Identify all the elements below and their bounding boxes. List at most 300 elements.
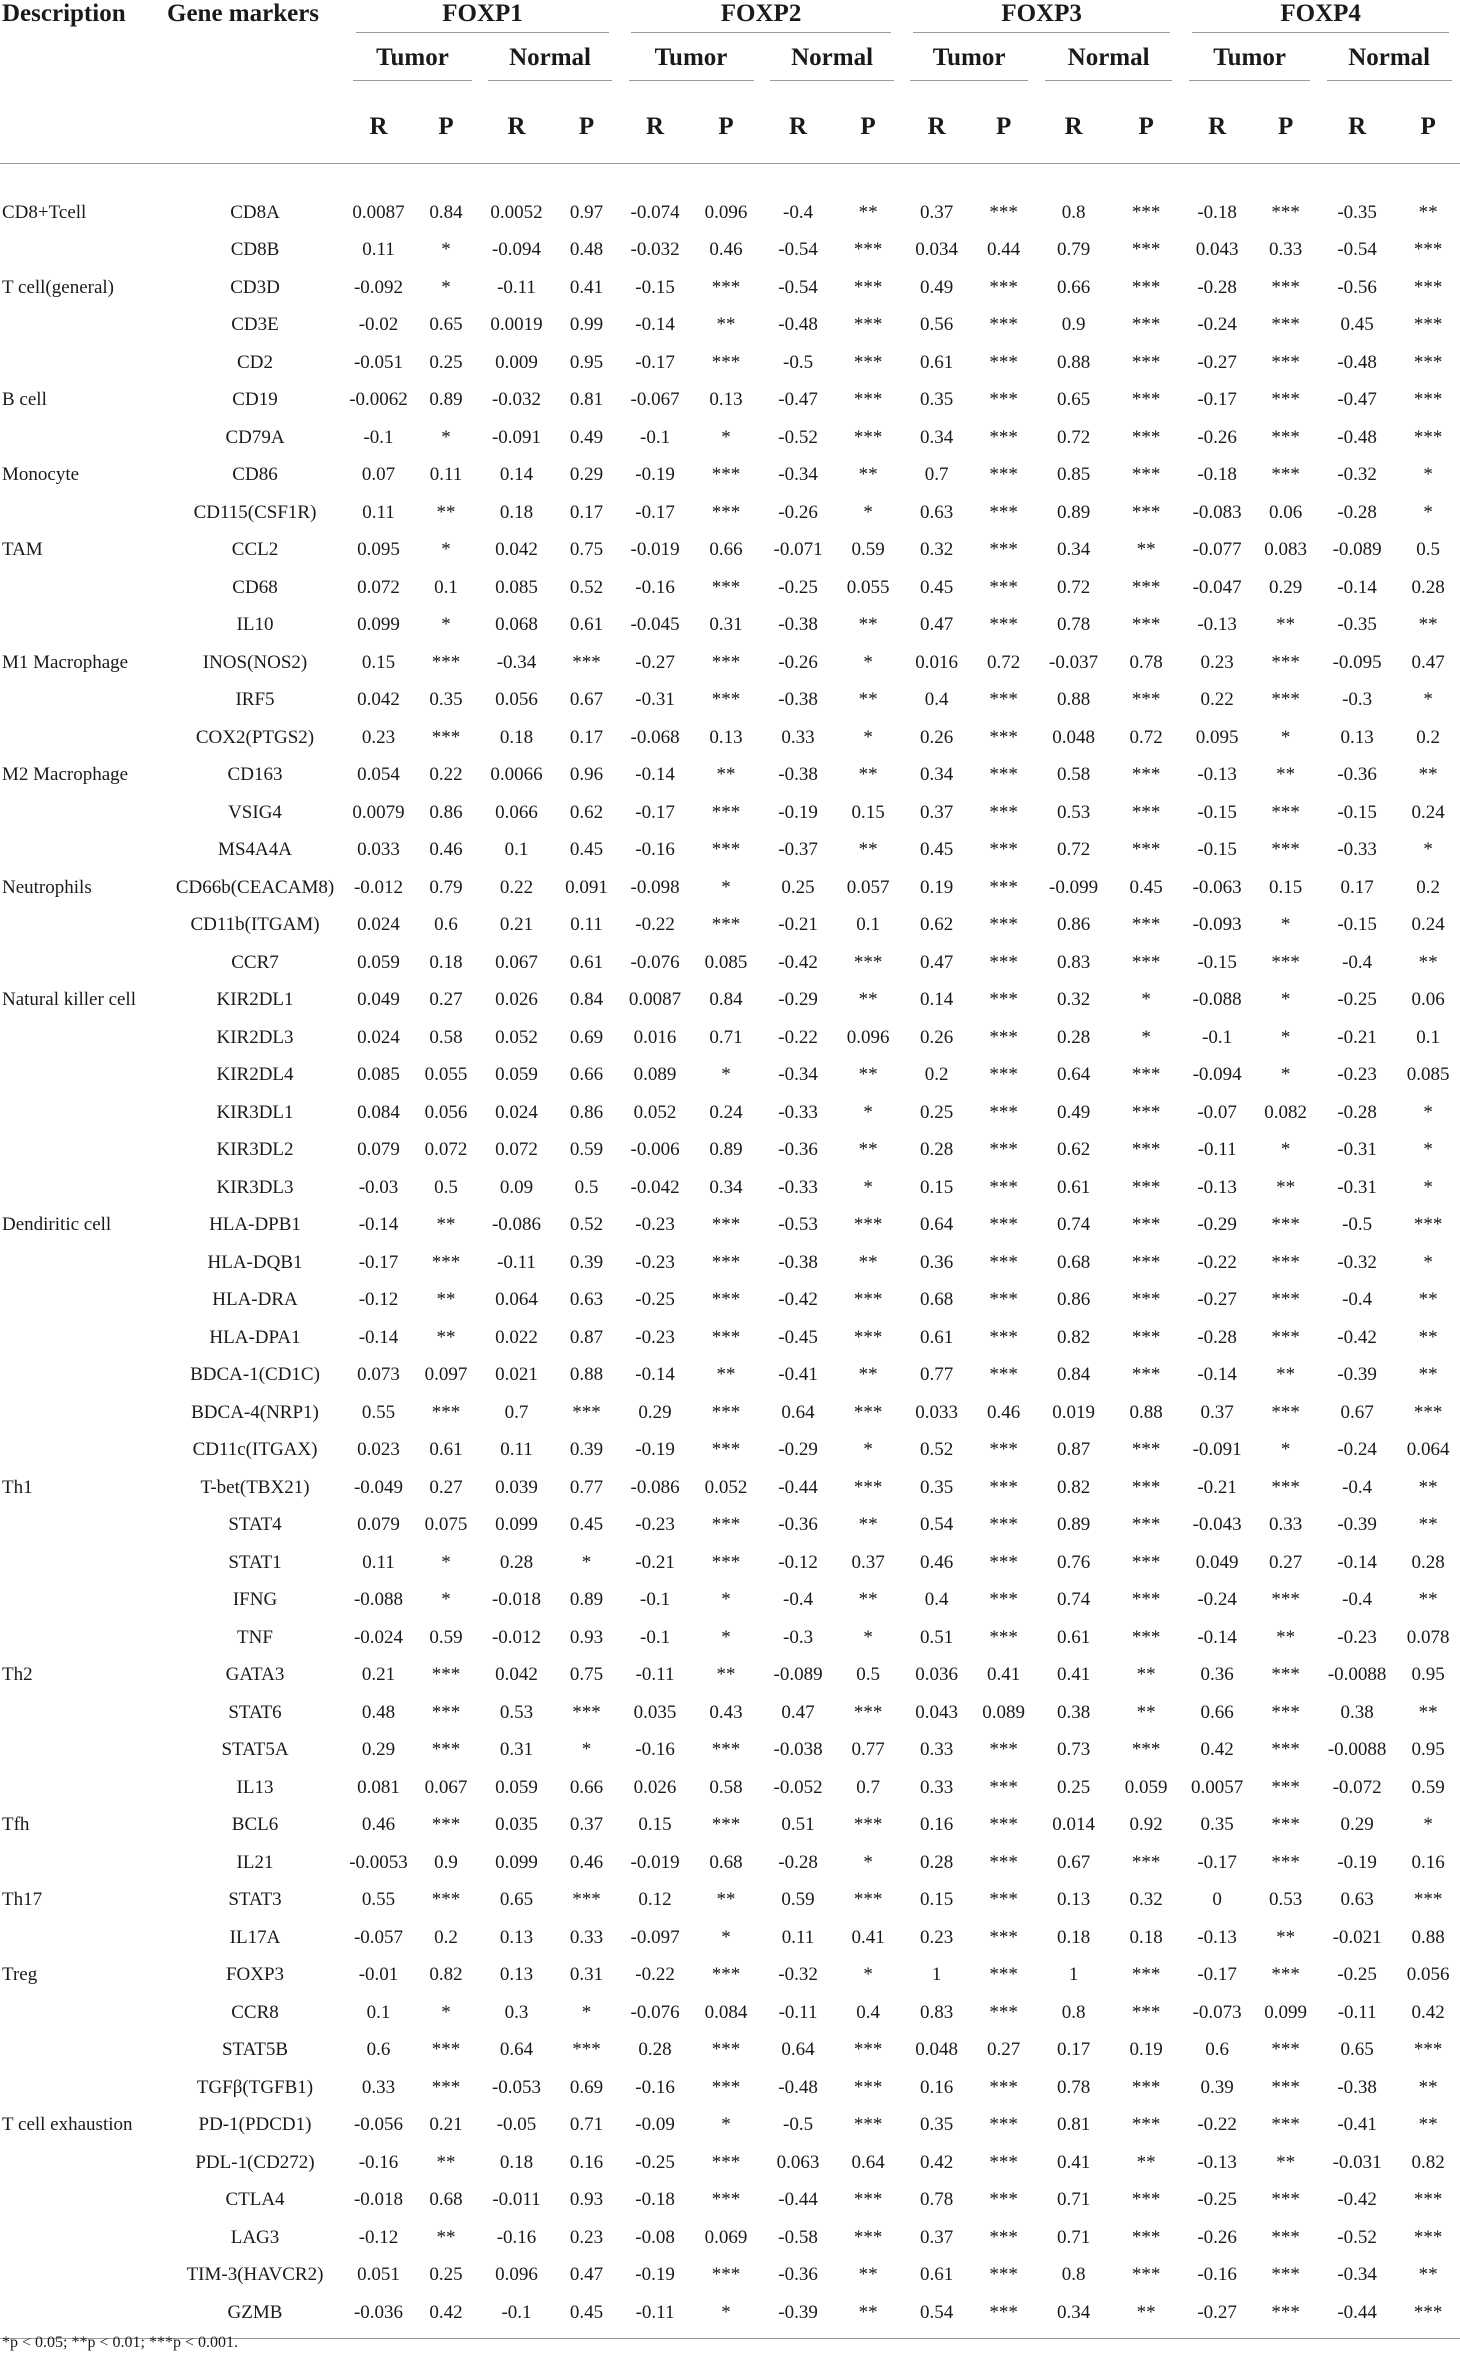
r-value-cell: 0.021 xyxy=(495,1364,538,1386)
row-gene-marker: PDL-1(CD272) xyxy=(195,2151,315,2173)
p-value-cell: 0.24 xyxy=(1411,801,1445,823)
r-value-cell: 0.38 xyxy=(1056,1701,1091,1723)
p-value-cell: 0.37 xyxy=(851,1551,885,1573)
r-value-cell: 0.0019 xyxy=(490,314,543,336)
r-value-cell: 0.19 xyxy=(919,876,954,898)
p-value-cell: *** xyxy=(1131,1851,1161,1873)
r-value-cell: -0.1 xyxy=(1202,1026,1233,1048)
p-value-cell: * xyxy=(1280,1139,1291,1161)
p-value-cell: 0.42 xyxy=(412,2294,480,2338)
r-value-cell: -0.4 xyxy=(1342,1476,1373,1498)
r-value-cell: 0.15 xyxy=(919,1176,954,1198)
p-value-cell: 0.97 xyxy=(569,201,604,223)
r-value-cell: -0.093 xyxy=(1192,914,1242,936)
r-value-cell: -0.35 xyxy=(1337,614,1377,636)
table-row xyxy=(0,2182,1460,2220)
r-value-cell: 0.86 xyxy=(1056,1289,1091,1311)
r-value-cell: 0.21 xyxy=(499,914,534,936)
p-value-cell: 0.13 xyxy=(709,389,743,411)
table-row xyxy=(0,1094,1460,1132)
r-value-cell: 0.85 xyxy=(1056,464,1091,486)
p-value-cell: *** xyxy=(1131,2114,1161,2136)
p-value-cell: *** xyxy=(431,1401,461,1423)
row-gene-marker: VSIG4 xyxy=(228,801,282,823)
r-value-cell: -0.27 xyxy=(1181,2294,1253,2338)
tumor-label: Tumor xyxy=(629,44,754,81)
p-value-cell: 0.46 xyxy=(709,239,743,261)
r-value-cell: 0.32 xyxy=(1056,989,1091,1011)
row-gene-marker: HLA-DQB1 xyxy=(207,1251,303,1273)
row-gene-marker: STAT3 xyxy=(228,1889,282,1911)
p-value-cell: ** xyxy=(1418,1476,1438,1498)
r-value-cell: -0.011 xyxy=(492,2189,541,2211)
table-row xyxy=(0,2032,1460,2070)
r-value-cell: -0.25 xyxy=(778,576,818,598)
r-value-cell: 0.89 xyxy=(1056,501,1091,523)
p-value-cell: *** xyxy=(1271,1289,1300,1311)
p-value-cell: *** xyxy=(1131,1289,1161,1311)
r-value-cell: 0.034 xyxy=(915,239,958,261)
r-value-cell: 0.063 xyxy=(776,2151,820,2173)
r-value-cell: 0.78 xyxy=(919,2189,954,2211)
p-value-cell: *** xyxy=(1131,1589,1161,1611)
p-value-cell: *** xyxy=(1131,2226,1161,2248)
p-value-cell: *** xyxy=(989,1176,1018,1198)
p-value-cell: *** xyxy=(989,1514,1018,1536)
r-value-cell: 0.77 xyxy=(919,1364,954,1386)
table-row xyxy=(0,2294,1460,2338)
p-value-cell: * xyxy=(863,501,873,523)
row-description: CD8+Tcell xyxy=(2,201,87,223)
r-value-cell: 0.37 xyxy=(919,801,954,823)
p-value-cell: 0.29 xyxy=(569,464,604,486)
table-row xyxy=(0,1769,1460,1807)
p-value-cell: * xyxy=(863,651,873,673)
p-value-cell: *** xyxy=(989,1364,1018,1386)
r-value-cell: 0.026 xyxy=(633,1776,677,1798)
r-value-cell: 0.68 xyxy=(1056,1251,1091,1273)
row-description xyxy=(0,232,165,270)
r-value-cell: -0.13 xyxy=(1197,1176,1237,1198)
r-value-cell: 0.16 xyxy=(919,1814,954,1836)
r-value-cell: 0.26 xyxy=(919,1026,954,1048)
r-value-cell: 0.1 xyxy=(366,2001,391,2023)
r-value-cell: -0.28 xyxy=(1197,276,1237,298)
row-description: Th2 xyxy=(2,1664,33,1686)
p-value-cell: *** xyxy=(1413,2189,1443,2211)
row-description xyxy=(0,1094,165,1132)
p-value-cell: *** xyxy=(1131,1626,1161,1648)
p-value-cell: *** xyxy=(1131,426,1161,448)
p-value-cell: *** xyxy=(989,839,1018,861)
row-description xyxy=(0,1132,165,1170)
p-value-cell: *** xyxy=(989,539,1018,561)
p-value-cell: *** xyxy=(989,764,1018,786)
p-value-cell: * xyxy=(863,1439,873,1461)
gene-header-foxp2 xyxy=(620,0,902,33)
p-value-cell: *** xyxy=(1271,1964,1300,1986)
p-value-cell: 0.9 xyxy=(434,1851,458,1873)
p-value-cell: * xyxy=(581,1739,592,1761)
r-value-cell: 0.78 xyxy=(1056,2076,1091,2098)
r-value-cell: 0.78 xyxy=(1056,614,1091,636)
p-value-cell: *** xyxy=(572,1889,601,1911)
row-description xyxy=(0,419,165,457)
p-value-cell: ** xyxy=(1418,1589,1438,1611)
r-value-cell: -0.42 xyxy=(778,1289,818,1311)
r-value-cell: 0.081 xyxy=(357,1776,400,1798)
r-value-cell: 0.054 xyxy=(357,764,400,786)
r-value-cell: 0.09 xyxy=(499,1176,534,1198)
r-value-cell: 0.016 xyxy=(633,1026,677,1048)
p-value-cell: *** xyxy=(1131,201,1161,223)
p-value-cell: *** xyxy=(1131,2189,1161,2211)
r-value-cell: 0.46 xyxy=(919,1551,954,1573)
row-gene-marker: FOXP3 xyxy=(225,1964,285,1986)
r-value-cell: 0.048 xyxy=(915,2039,958,2061)
p-value-cell: 0.88 xyxy=(569,1364,604,1386)
p-value-cell: *** xyxy=(1413,2226,1443,2248)
p-value-cell: *** xyxy=(1413,239,1443,261)
normal-label: Normal xyxy=(1327,44,1452,81)
r-value-cell: -0.05 xyxy=(496,2114,537,2136)
r-value-cell: 0.072 xyxy=(357,576,400,598)
p-value-cell: 0.18 xyxy=(1129,1926,1163,1948)
r-value-cell: 0.79 xyxy=(1056,239,1091,261)
p-value-cell: * xyxy=(1423,1814,1433,1836)
table-row xyxy=(0,1732,1460,1770)
r-value-cell: 0.36 xyxy=(919,1251,954,1273)
p-value-cell: *** xyxy=(711,1326,741,1348)
p-value-cell: *** xyxy=(1131,389,1161,411)
r-value-cell: 0.07 xyxy=(361,464,396,486)
r-value-cell: -0.24 xyxy=(1197,314,1237,336)
tumor-label: Tumor xyxy=(353,44,472,81)
row-gene-marker: TNF xyxy=(237,1626,273,1648)
p-value-cell: 0.93 xyxy=(569,1626,604,1648)
p-value-cell: *** xyxy=(711,914,741,936)
p-value-cell: *** xyxy=(1413,389,1443,411)
p-value-cell: ** xyxy=(834,2294,902,2338)
p-value-cell: *** xyxy=(1271,839,1300,861)
p-value-cell: * xyxy=(581,1551,592,1573)
r-value-cell: 0.64 xyxy=(919,1214,954,1236)
r-value-cell: 0.23 xyxy=(361,726,396,748)
r-value-cell: -0.31 xyxy=(1337,1176,1377,1198)
p-value-cell: 0.52 xyxy=(569,576,604,598)
p-value-cell: 0.15 xyxy=(851,801,885,823)
r-value-cell: 0.37 xyxy=(1200,1401,1234,1423)
p-value-cell: *** xyxy=(853,1214,883,1236)
p-value-cell: ** xyxy=(716,1664,736,1686)
p-value-cell: ** xyxy=(1276,614,1296,636)
r-value-cell: 0.64 xyxy=(781,1401,815,1423)
p-value-cell: *** xyxy=(1413,1889,1443,1911)
p-value-cell: *** xyxy=(853,1814,883,1836)
p-value-cell: *** xyxy=(989,951,1018,973)
p-value-cell: 0.82 xyxy=(1411,2151,1445,2173)
p-value-cell: *** xyxy=(1131,801,1161,823)
r-value-cell: -0.1 xyxy=(363,426,394,448)
p-value-cell: * xyxy=(721,1926,731,1948)
p-value-cell: *** xyxy=(853,351,883,373)
r-value-cell: -0.14 xyxy=(635,764,675,786)
r-value-cell: 0.17 xyxy=(1056,2039,1091,2061)
r-value-cell: 0.64 xyxy=(499,2039,534,2061)
p-value-cell: 0.23 xyxy=(569,2226,604,2248)
r-value-cell: -0.39 xyxy=(1337,1514,1377,1536)
p-value-cell: ** xyxy=(858,1364,878,1386)
row-gene-marker: STAT5B xyxy=(221,2039,289,2061)
r-value-cell: -0.19 xyxy=(635,464,675,486)
p-value-cell: 0.84 xyxy=(709,989,743,1011)
tumor-header xyxy=(902,33,1036,91)
p-value-cell: *** xyxy=(1271,1251,1300,1273)
normal-header xyxy=(1318,33,1460,91)
p-value-cell: *** xyxy=(1271,1664,1300,1686)
r-column-header: R xyxy=(620,91,690,164)
r-value-cell: 0.0087 xyxy=(352,201,405,223)
r-value-cell: 0.42 xyxy=(1200,1739,1234,1761)
r-value-cell: 0.042 xyxy=(495,1664,538,1686)
r-value-cell: 0.18 xyxy=(499,2151,534,2173)
r-value-cell: 0.28 xyxy=(919,1851,954,1873)
r-value-cell: -0.36 xyxy=(1337,764,1377,786)
p-value-cell: 0.53 xyxy=(1269,1889,1303,1911)
p-value-cell: *** xyxy=(853,2039,883,2061)
p-value-cell: *** xyxy=(853,1401,883,1423)
p-value-cell: *** xyxy=(853,1326,883,1348)
p-value-cell: ** xyxy=(858,2264,878,2286)
table-row xyxy=(0,1282,1460,1320)
r-value-cell: 0.042 xyxy=(357,689,400,711)
r-value-cell: -0.056 xyxy=(353,2114,404,2136)
p-value-cell: *** xyxy=(989,1439,1018,1461)
normal-label: Normal xyxy=(488,44,611,81)
p-value-cell: *** xyxy=(989,501,1018,523)
p-value-cell: 0.58 xyxy=(429,1026,463,1048)
r-value-cell: 0.65 xyxy=(499,1889,534,1911)
p-value-cell: *** xyxy=(989,1889,1018,1911)
r-value-cell: -0.094 xyxy=(491,239,542,261)
r-value-cell: -0.48 xyxy=(1337,351,1377,373)
r-value-cell: -0.036 xyxy=(345,2294,412,2338)
r-value-cell: -0.36 xyxy=(778,1514,818,1536)
r-value-cell: 0.099 xyxy=(357,614,400,636)
p-value-cell: 0.069 xyxy=(704,2226,748,2248)
p-value-cell: 0.68 xyxy=(429,2189,463,2211)
p-value-cell: *** xyxy=(853,426,883,448)
r-value-cell: -0.25 xyxy=(635,1289,675,1311)
p-value-cell: 0.86 xyxy=(429,801,463,823)
r-value-cell: -0.091 xyxy=(1192,1439,1242,1461)
p-value-cell: *** xyxy=(989,1626,1018,1648)
p-value-cell: *** xyxy=(711,2189,741,2211)
p-value-cell: * xyxy=(581,2001,592,2023)
r-value-cell: -0.22 xyxy=(1197,2114,1237,2136)
r-column-header: R xyxy=(1318,91,1396,164)
p-value-cell: 0.58 xyxy=(709,1776,743,1798)
r-column-header: R xyxy=(345,91,412,164)
r-value-cell: -0.19 xyxy=(1337,1851,1377,1873)
p-value-cell: *** xyxy=(711,576,741,598)
table-row xyxy=(0,1657,1460,1695)
row-gene-marker: CCL2 xyxy=(231,539,279,561)
row-description xyxy=(0,1507,165,1545)
p-value-cell: * xyxy=(1141,1026,1151,1048)
p-value-cell: *** xyxy=(1271,1851,1300,1873)
row-gene-marker: KIR2DL3 xyxy=(216,1026,294,1048)
p-value-cell: *** xyxy=(989,2001,1018,2023)
p-value-cell: 0.59 xyxy=(429,1626,463,1648)
row-description: T cell exhaustion xyxy=(2,2114,133,2136)
r-value-cell: -0.086 xyxy=(630,1476,680,1498)
r-value-cell: 0.14 xyxy=(499,464,534,486)
p-value-cell: *** xyxy=(853,2189,883,2211)
row-description: Treg xyxy=(2,1964,38,1986)
p-value-cell: 0.06 xyxy=(1411,989,1445,1011)
r-value-cell: 0.52 xyxy=(919,1439,954,1461)
p-value-cell: ** xyxy=(1276,1926,1296,1948)
table-row xyxy=(0,757,1460,795)
r-value-cell: 0.048 xyxy=(1052,726,1095,748)
row-description xyxy=(0,1432,165,1470)
table-row xyxy=(0,644,1460,682)
p-value-cell: ** xyxy=(1418,2114,1438,2136)
p-value-cell: * xyxy=(441,426,451,448)
p-value-cell: *** xyxy=(1131,239,1161,261)
table-row xyxy=(0,1582,1460,1620)
row-description xyxy=(0,494,165,532)
r-value-cell: -0.11 xyxy=(635,1664,675,1686)
p-value-cell: 0.11 xyxy=(570,914,603,936)
r-value-cell: -0.032 xyxy=(491,389,542,411)
r-value-cell: 0.21 xyxy=(361,1664,396,1686)
p-value-cell: *** xyxy=(711,1814,741,1836)
r-value-cell: -0.23 xyxy=(1337,1626,1377,1648)
p-value-cell: 0.45 xyxy=(1129,876,1163,898)
r-value-cell: -0.031 xyxy=(1332,2151,1382,2173)
r-value-cell: 0.89 xyxy=(1056,1514,1091,1536)
p-value-cell: *** xyxy=(989,2151,1018,2173)
r-value-cell: 0.64 xyxy=(781,2039,815,2061)
p-value-cell: 0.48 xyxy=(569,239,604,261)
r-value-cell: -0.42 xyxy=(1337,2189,1377,2211)
r-value-cell: -0.3 xyxy=(1342,689,1373,711)
r-value-cell: -0.088 xyxy=(353,1589,404,1611)
gene-header-foxp4 xyxy=(1181,0,1460,33)
r-value-cell: -0.16 xyxy=(635,839,675,861)
r-value-cell: -0.25 xyxy=(635,2151,675,2173)
r-value-cell: -0.068 xyxy=(630,726,680,748)
r-value-cell: -0.13 xyxy=(1197,614,1237,636)
p-value-cell: *** xyxy=(431,1889,461,1911)
r-value-cell: -0.25 xyxy=(1337,989,1377,1011)
r-value-cell: 0.9 xyxy=(1061,314,1086,336)
p-value-cell: *** xyxy=(431,2039,461,2061)
p-value-cell: * xyxy=(1423,1251,1433,1273)
p-value-cell: 0.27 xyxy=(429,1476,463,1498)
r-value-cell: -0.23 xyxy=(635,1214,675,1236)
table-row xyxy=(0,569,1460,607)
r-value-cell: 0.45 xyxy=(919,576,954,598)
r-value-cell: 0.0057 xyxy=(1191,1776,1244,1798)
p-value-cell: 0.075 xyxy=(424,1514,468,1536)
p-value-cell: *** xyxy=(989,1064,1018,1086)
r-value-cell: 0.066 xyxy=(495,801,538,823)
r-value-cell: -0.3 xyxy=(783,1626,814,1648)
r-value-cell: -0.11 xyxy=(620,2294,690,2338)
p-value-cell: *** xyxy=(1413,314,1443,336)
r-value-cell: -0.15 xyxy=(635,276,675,298)
r-value-cell: -0.22 xyxy=(635,1964,675,1986)
r-value-cell: 0.6 xyxy=(1205,2039,1230,2061)
r-value-cell: 0.11 xyxy=(362,501,395,523)
p-value-cell: 0.84 xyxy=(429,201,463,223)
r-value-cell: 0.051 xyxy=(357,2264,400,2286)
row-gene-marker: KIR3DL3 xyxy=(216,1176,294,1198)
p-value-cell: 0.099 xyxy=(1264,2001,1308,2023)
p-value-cell: *** xyxy=(1413,1401,1443,1423)
p-value-cell: *** xyxy=(989,201,1018,223)
p-value-cell: *** xyxy=(853,314,883,336)
p-value-cell: 0.19 xyxy=(1129,2039,1163,2061)
r-value-cell: -0.58 xyxy=(778,2226,818,2248)
p-value-cell: *** xyxy=(711,2076,741,2098)
p-value-cell: *** xyxy=(1271,1701,1300,1723)
r-value-cell: -0.088 xyxy=(1192,989,1242,1011)
r-value-cell: 0.024 xyxy=(495,1101,538,1123)
row-gene-marker: CD163 xyxy=(227,764,283,786)
p-value-cell: 0.84 xyxy=(569,989,604,1011)
r-value-cell: 0.61 xyxy=(919,1326,954,1348)
p-value-cell: ** xyxy=(1111,2294,1181,2338)
r-value-cell: -0.34 xyxy=(778,1064,818,1086)
row-gene-marker: IFNG xyxy=(232,1589,278,1611)
r-value-cell: -0.17 xyxy=(635,501,675,523)
r-value-cell: -0.14 xyxy=(1337,1551,1377,1573)
r-value-cell: -0.23 xyxy=(635,1251,675,1273)
p-value-cell: 0.77 xyxy=(569,1476,604,1498)
row-description xyxy=(0,1169,165,1207)
p-value-cell: 0.71 xyxy=(569,2114,604,2136)
r-value-cell: 0.072 xyxy=(495,1139,538,1161)
p-value-cell: ** xyxy=(858,1064,878,1086)
gene-header-foxp1 xyxy=(345,0,620,33)
r-value-cell: 0.8 xyxy=(1061,201,1086,223)
p-value-cell: *** xyxy=(1271,314,1300,336)
p-value-cell: 0.47 xyxy=(569,2264,604,2286)
p-value-cell: *** xyxy=(989,2114,1018,2136)
r-value-cell: -0.077 xyxy=(1192,539,1242,561)
r-value-cell: -0.1 xyxy=(640,426,671,448)
r-value-cell: -0.52 xyxy=(778,426,818,448)
p-value-cell: ** xyxy=(858,614,878,636)
p-value-cell: *** xyxy=(989,1101,1018,1123)
p-value-cell: 0.77 xyxy=(851,1739,885,1761)
row-gene-marker: HLA-DRA xyxy=(212,1289,298,1311)
r-column-header: R xyxy=(1036,91,1111,164)
r-value-cell: -0.08 xyxy=(635,2226,675,2248)
r-value-cell: 0.65 xyxy=(1340,2039,1374,2061)
row-description xyxy=(0,569,165,607)
row-gene-marker: IL17A xyxy=(229,1926,281,1948)
p-value-cell: 0.45 xyxy=(569,839,604,861)
row-description xyxy=(0,1582,165,1620)
r-value-cell: -0.15 xyxy=(1337,914,1377,936)
r-value-cell: -0.28 xyxy=(1337,501,1377,523)
p-value-cell: * xyxy=(863,1626,873,1648)
